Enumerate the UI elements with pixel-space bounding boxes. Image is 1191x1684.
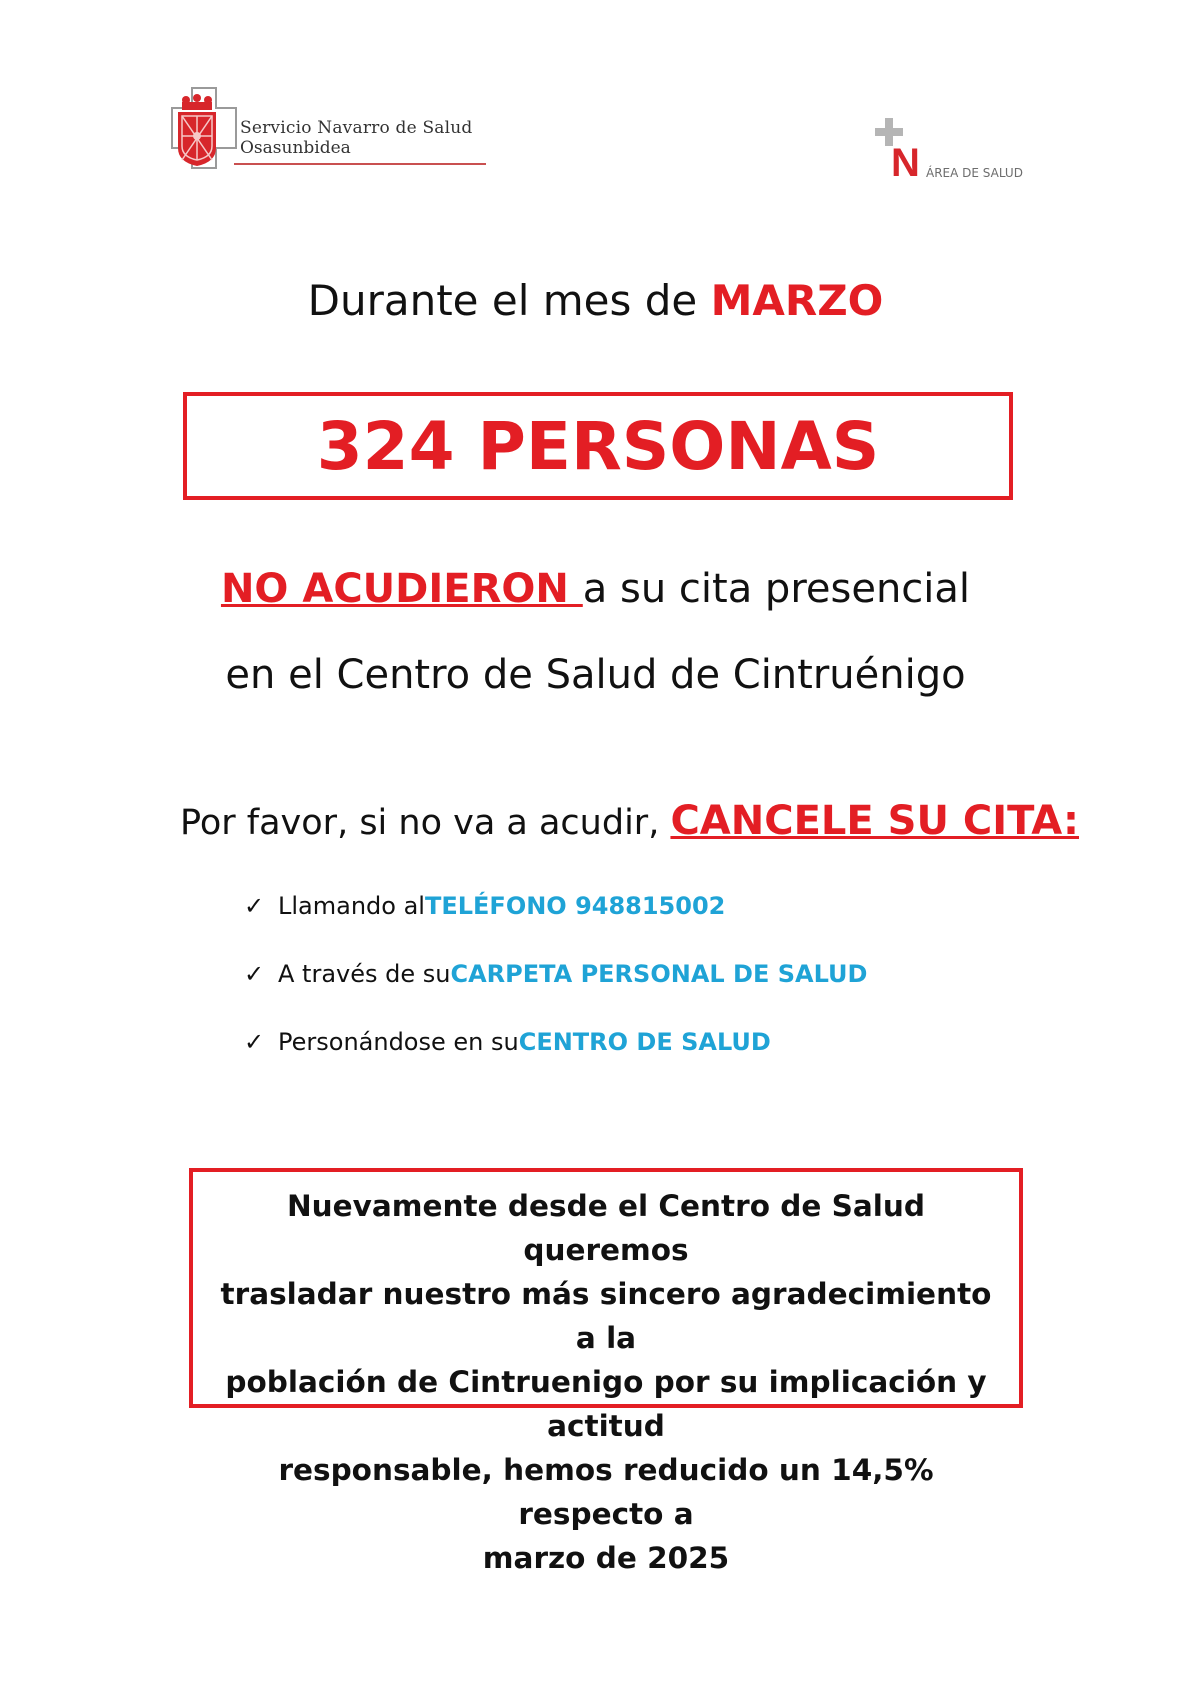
headline bbox=[0, 276, 1191, 325]
message-line: responsable, hemos reducido un 14,5% respecto a bbox=[278, 1453, 934, 1531]
option-highlight: CENTRO DE SALUD bbox=[518, 1028, 771, 1056]
area-logo-mark: N bbox=[891, 141, 920, 185]
health-center-line: en el Centro de Salud de Cintruénigo bbox=[225, 652, 966, 698]
no-show-rest: a su cita presencial bbox=[582, 566, 971, 612]
option-text: Personándose en su bbox=[278, 1028, 519, 1056]
logo-underline bbox=[234, 163, 486, 165]
cancel-request-line bbox=[180, 798, 1079, 844]
message-line: trasladar nuestro más sincero agradecimiento a la bbox=[220, 1277, 992, 1355]
navarra-cross-emblem-icon bbox=[170, 86, 240, 181]
area-de-salud-logo bbox=[875, 118, 1035, 188]
area-logo-label: ÁREA DE SALUD bbox=[926, 166, 1023, 180]
no-show-line bbox=[0, 566, 1191, 612]
option-highlight: CARPETA PERSONAL DE SALUD bbox=[450, 960, 868, 988]
headline-prefix: Durante el mes de bbox=[307, 276, 711, 325]
option-text: A través de su bbox=[278, 960, 451, 988]
servicio-navarro-de-salud-logo bbox=[170, 86, 490, 181]
option-text: Llamando al bbox=[278, 892, 425, 920]
no-show-emphasis: NO ACUDIERON bbox=[220, 566, 583, 612]
check-icon: ✓ bbox=[244, 1028, 265, 1056]
count-box bbox=[183, 392, 1013, 500]
cancel-options-list bbox=[244, 892, 867, 1096]
list-item bbox=[244, 960, 867, 1028]
count-text: 324 PERSONAS bbox=[316, 407, 880, 485]
option-highlight: TELÉFONO 948815002 bbox=[424, 892, 726, 920]
check-icon: ✓ bbox=[244, 892, 265, 920]
check-icon: ✓ bbox=[244, 960, 265, 988]
list-item bbox=[244, 892, 867, 960]
headline-month: MARZO bbox=[710, 276, 884, 325]
thanks-message-box bbox=[189, 1168, 1023, 1575]
list-item bbox=[244, 1028, 867, 1096]
logo-line-2: Osasunbidea bbox=[240, 138, 351, 158]
message-line: Nuevamente desde el Centro de Salud queremos bbox=[286, 1189, 926, 1267]
cancel-request-emphasis: CANCELE SU CITA: bbox=[670, 798, 1079, 844]
message-line: marzo de 2025 bbox=[482, 1541, 730, 1575]
message-line: población de Cintruenigo por su implicación y actitud bbox=[225, 1365, 987, 1443]
logo-line-1: Servicio Navarro de Salud bbox=[240, 118, 473, 138]
cancel-request-prefix: Por favor, si no va a acudir, bbox=[180, 803, 671, 843]
